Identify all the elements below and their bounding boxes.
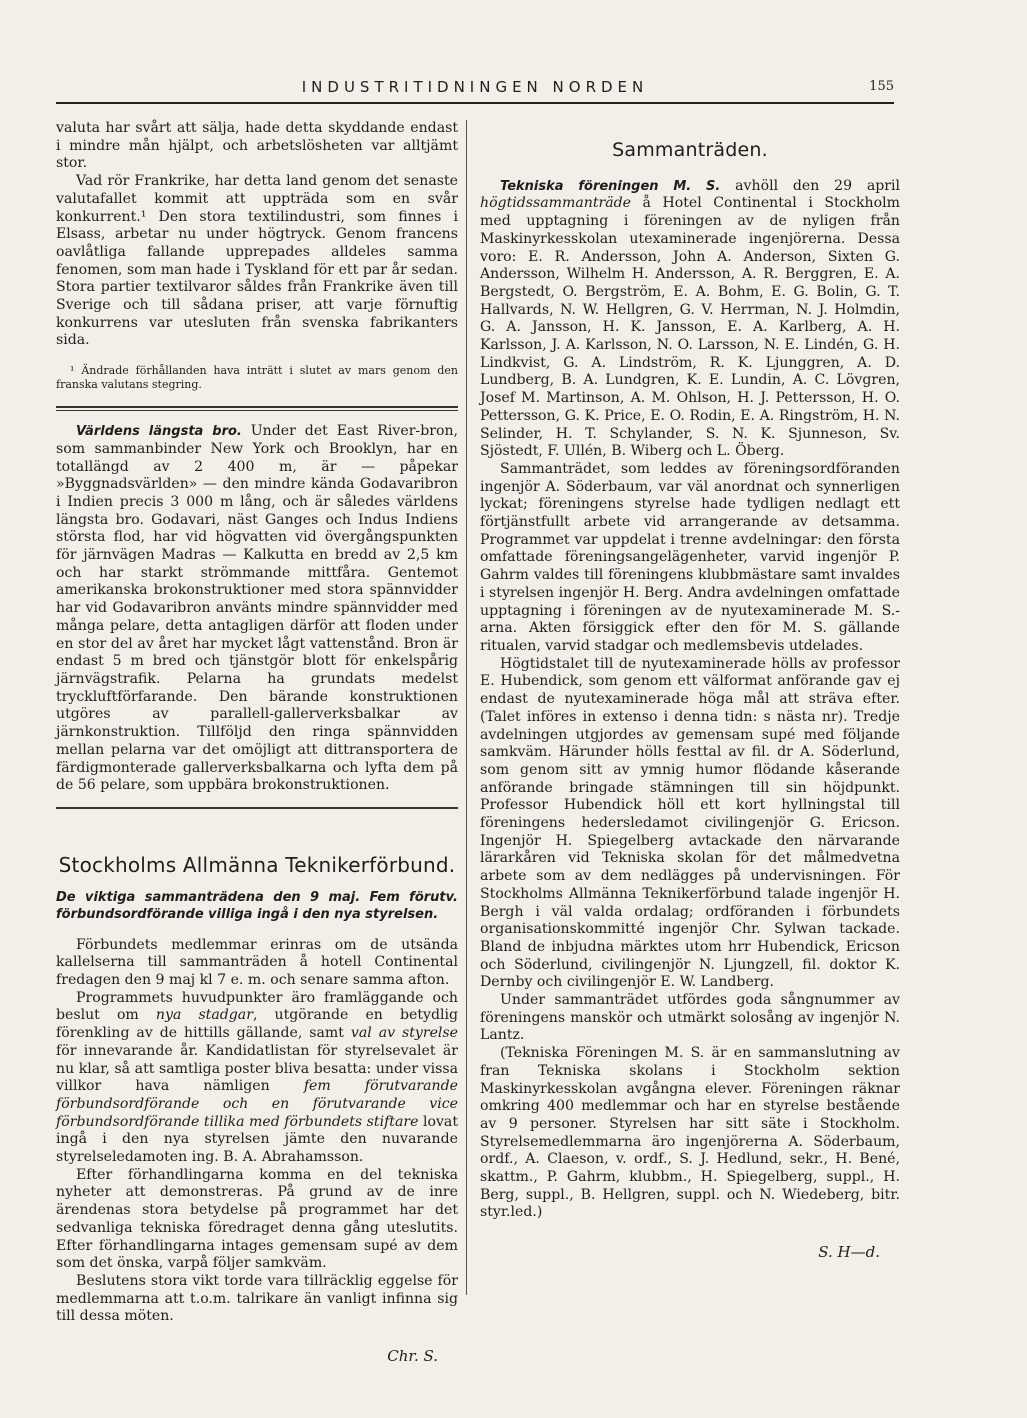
saf-subhead: De viktiga sammanträdena den 9 maj. Fem förutv. förbundsordförande villiga ingå i den nya styrelsen. (56, 889, 458, 922)
saf-paragraph-2 (56, 990, 458, 1167)
valuta-continuation: valuta har svårt att sälja, hade detta skyddande endast i mindre mån hjälpt, och arbetslösheten var alltjämt stor. (56, 120, 458, 172)
ms-lead: Tekniska föreningen M. S. (500, 178, 721, 194)
ms-paragraph-5: (Tekniska Föreningen M. S. är en sammanslutning av fran Tekniska skolans i Stockholm sektion Maskinyrkesskolan avgångna elever. Föreningen räknar omkring 400 medlemmar och har en styrelse bestående av 9 personer. Styrelsen har sitt säte i Stockholm. Styrelsemedlemmarna äro ingenjörerna A. Söderbaum, ordf., A. Claeson, v. ordf., S. J. Hedlund, sekr., H. Bené, skattm., P. Gahrm, klubbm., H. Spiegelberg, suppl., H. Berg, suppl., B. Hellgren, suppl. och N. Wiedeberg, bitr. styr.led.) (480, 1045, 900, 1221)
saf-p2-italic-1: nya stadgar (155, 1007, 253, 1024)
ms-p1-text-a: avhöll den 29 april (720, 177, 900, 194)
page-header (56, 76, 894, 104)
ms-p1-text-b: å Hotel Continental i Stockholm med upptagning i föreningen av de nyligen från Maskinyrkesskolan utexaminerade ingenjörerna. Dessa voro: E. R. Andersson, John A. Anderson, Sixten G. Andersson, Wilhelm H. Andersson, A. R. Berggren, E. A. Bergstedt, O. Bergström, E. A. Bohm, E. G. Bolin, G. T. Hallvards, N. W. Hellgren, G. V. Herrman, N. J. Holmdin, G. A. Jansson, H. K. Jansson, E. A. Karlberg, A. H. Karlsson, J. A. Karlsson, N. O. Larsson, N. E. Lindén, G. H. Lindkvist, G. A. Lindström, R. K. Ljunggren, A. D. Lundberg, B. A. Lundgren, K. E. Lundin, A. C. Lövgren, Josef M. Martinson, A. M. Ohlson, H. J. Pettersson, H. O. Pettersson, G. K. Price, E. O. Rodin, E. A. Ringström, H. N. Selinder, H. T. Schylander, S. N. K. Sjunneson, Sv. Sjöstedt, F. Ullén, B. Wiberg och L. Öberg. (480, 195, 900, 460)
saf-paragraph-4: Beslutens stora vikt torde vara tillräcklig eggelse för medlemmarna att t.o.m. talrikare än vanligt infinna sig till dessa möten. (56, 1272, 458, 1325)
publication-title: INDUSTRITIDNINGEN NORDEN (301, 78, 649, 96)
saf-p2-italic-3: fem förutvarande förbundsordförande och en förutvarande vice förbundsordförande tillika med förbundets stiftare (56, 1078, 458, 1130)
sammantraden-heading: Sammanträden. (612, 139, 768, 161)
bridge-article (56, 423, 458, 795)
ms-paragraph-4: Under sammanträdet utfördes goda sångnummer av föreningens manskör och utmärkt solosång av ingenjör N. Lantz. (480, 992, 900, 1044)
ms-paragraph-1 (480, 178, 900, 461)
saf-p2-text-b: , utgörande en betydlig förenkling av de hittills gällande, samt (56, 1007, 459, 1042)
saf-p2-text-a: Programmets huvudpunkter äro framläggande och beslut om (56, 989, 458, 1024)
saf-p2-text-c: för innevarande år. Kandidatlistan för styrelsevalet är nu klar, så att samtliga poster bliva besatta: under vissa villkor hava nämligen (56, 1042, 458, 1095)
bridge-text: Under det East River-bron, som sammanbinder New York och Brooklyn, har en totallängd av 2 400 m, är — påpekar »Byggnadsvärlden» — den mindre kända Godavaribron i Indien precis 3 000 m lång, och är således världens längsta bro. Godavari, näst Ganges och Indus Indiens största flod, har vid högvatten vid övergångspunkten för järnvägen Madras — Kalkutta en bredd av 2,5 km och har starkt strömmande mittfåra. Gentemot amerikanska brokonstruktioner med stora spännvidder har vid Godavaribron använts mindre spännvidder med många pelare, detta antagligen därför att floden under en stor del av året har mycket lågt vattenstånd. Bron är endast 5 m bred och tjänstgör blott för enkelspårig järnvägstrafik. Pelarna ha grundats medelst tryckluftförfarande. Den bärande konstruktionen utgöres av parallell-gallerverksbalkar av järnkonstruktion. Tillföljd den ringa spännvidden mellan pelarna var det omöjligt att dittransportera de färdigmonterade gallerverksbalkarna och lyfta dem på de 56 pelare, som uppbära brokonstruktionen. (56, 423, 458, 794)
section-divider (56, 406, 458, 411)
saf-p2-text-d: lovat ingå i den nya styrelsen jämte den nuvarande styrelseledamoten ing. B. A. Abrahamsson. (56, 1113, 458, 1166)
bridge-lead: Världens längsta bro. (76, 424, 242, 440)
ms-p1-italic: högtidssammanträde (480, 195, 632, 212)
frankrike-paragraph: Vad rör Frankrike, har detta land genom det senaste valutafallet kommit att uppträda som en svår konkurrent.¹ Den stora textilindustri, som finnes i Elsass, arbetar nu under högtryck. Genom francens oavlåtliga fallande upprepades alldeles samma fenomen, som man hade i Tyskland för ett par år sedan. Stora partier textilvaror såldes från Frankrike även till Sverige och till sådana priser, att varje förnuftig konkurrens var utesluten från svenska fabrikanters sida. (56, 173, 458, 349)
ms-paragraph-3: Högtidstalet till de nyutexaminerade hölls av professor E. Hubendick, som genom ett välformat anförande gav ej endast de nyutexaminerade höga mål att sträva efter. (Talet införes in extenso i denna tidn: s nästa nr). Tredje avdelningen utgjordes av gemensam supé med följande samkväm. Härunder hölls festtal av fil. dr A. Söderlund, som genom sitt av ymnig humor flödande kåserande anförande bringade stämningen till sin höjdpunkt. Professor Hubendick höll ett kort hyllningstal till föreningens hedersledamot civilingenjör G. Ericson. Ingenjör H. Spiegelberg avtackade den närvarande lärarkåren vid Tekniska skolan för det målmedvetna arbete som av dem nedlägges på undervisningen. För Stockholms Allmänna Teknikerförbund talade ingenjör H. Bergh i väl valda ordalag; ordföranden i förbundets organisationskommitté ingenjör Chr. Sylwan tackade. Bland de inbjudna märktes utom hrr Hubendick, Ericson och Söderlund, civilingenjör N. Ljungzell, fil. doktor K. Dernby och civilingenjör E. W. Landberg. (480, 655, 900, 991)
column-divider (466, 120, 467, 1295)
right-column (480, 120, 900, 1262)
saf-paragraph-1: Förbundets medlemmar erinras om de utsända kallelserna till sammanträden å hotell Continental fredagen den 9 maj kl 7 e. m. och senare samma afton. (56, 936, 458, 989)
footnote: ¹ Ändrade förhållanden hava inträtt i slutet av mars genom den franska valutans stegring. (56, 364, 458, 392)
page-number: 155 (869, 79, 894, 94)
section-divider-2 (56, 807, 458, 809)
right-signature: S. H—d. (818, 1243, 880, 1262)
saf-paragraph-3: Efter förhandlingarna komma en del tekniska nyheter att demonstreras. På grund av de inre ärendenas stora betydelse på programmet har det sedvanliga tekniska föredraget denna gång uteslutits. Efter förhandlingarna intages gemensam supé av dem som det önska, varpå följer samkväm. (56, 1166, 458, 1272)
left-column (56, 120, 458, 1366)
left-signature: Chr. S. (387, 1347, 438, 1366)
saf-p2-italic-2: val av styrelse (350, 1025, 458, 1042)
ms-paragraph-2: Sammanträdet, som leddes av föreningsordföranden ingenjör A. Söderbaum, var väl anordnat och synnerligen lyckat; föreningens styrelse hade tydligen nedlagt ett förtjänstfullt arbete vid arrangerande av detsamma. Programmet var uppdelat i trenne avdelningar: den första omfattade föreningsangelägenheter, varvid ingenjör P. Gahrm valdes till föreningens klubbmästare samt invaldes i styrelsen ingenjör H. Berg. Andra avdelningen omfattade upptagning i föreningen av de nyutexaminerade M. S.-arna. Akten försiggick efter den för M. S. gällande ritualen, varvid stadgar och medlemsbevis utdelades. (480, 460, 900, 654)
saf-heading: Stockholms Allmänna Teknikerförbund. (58, 852, 456, 877)
